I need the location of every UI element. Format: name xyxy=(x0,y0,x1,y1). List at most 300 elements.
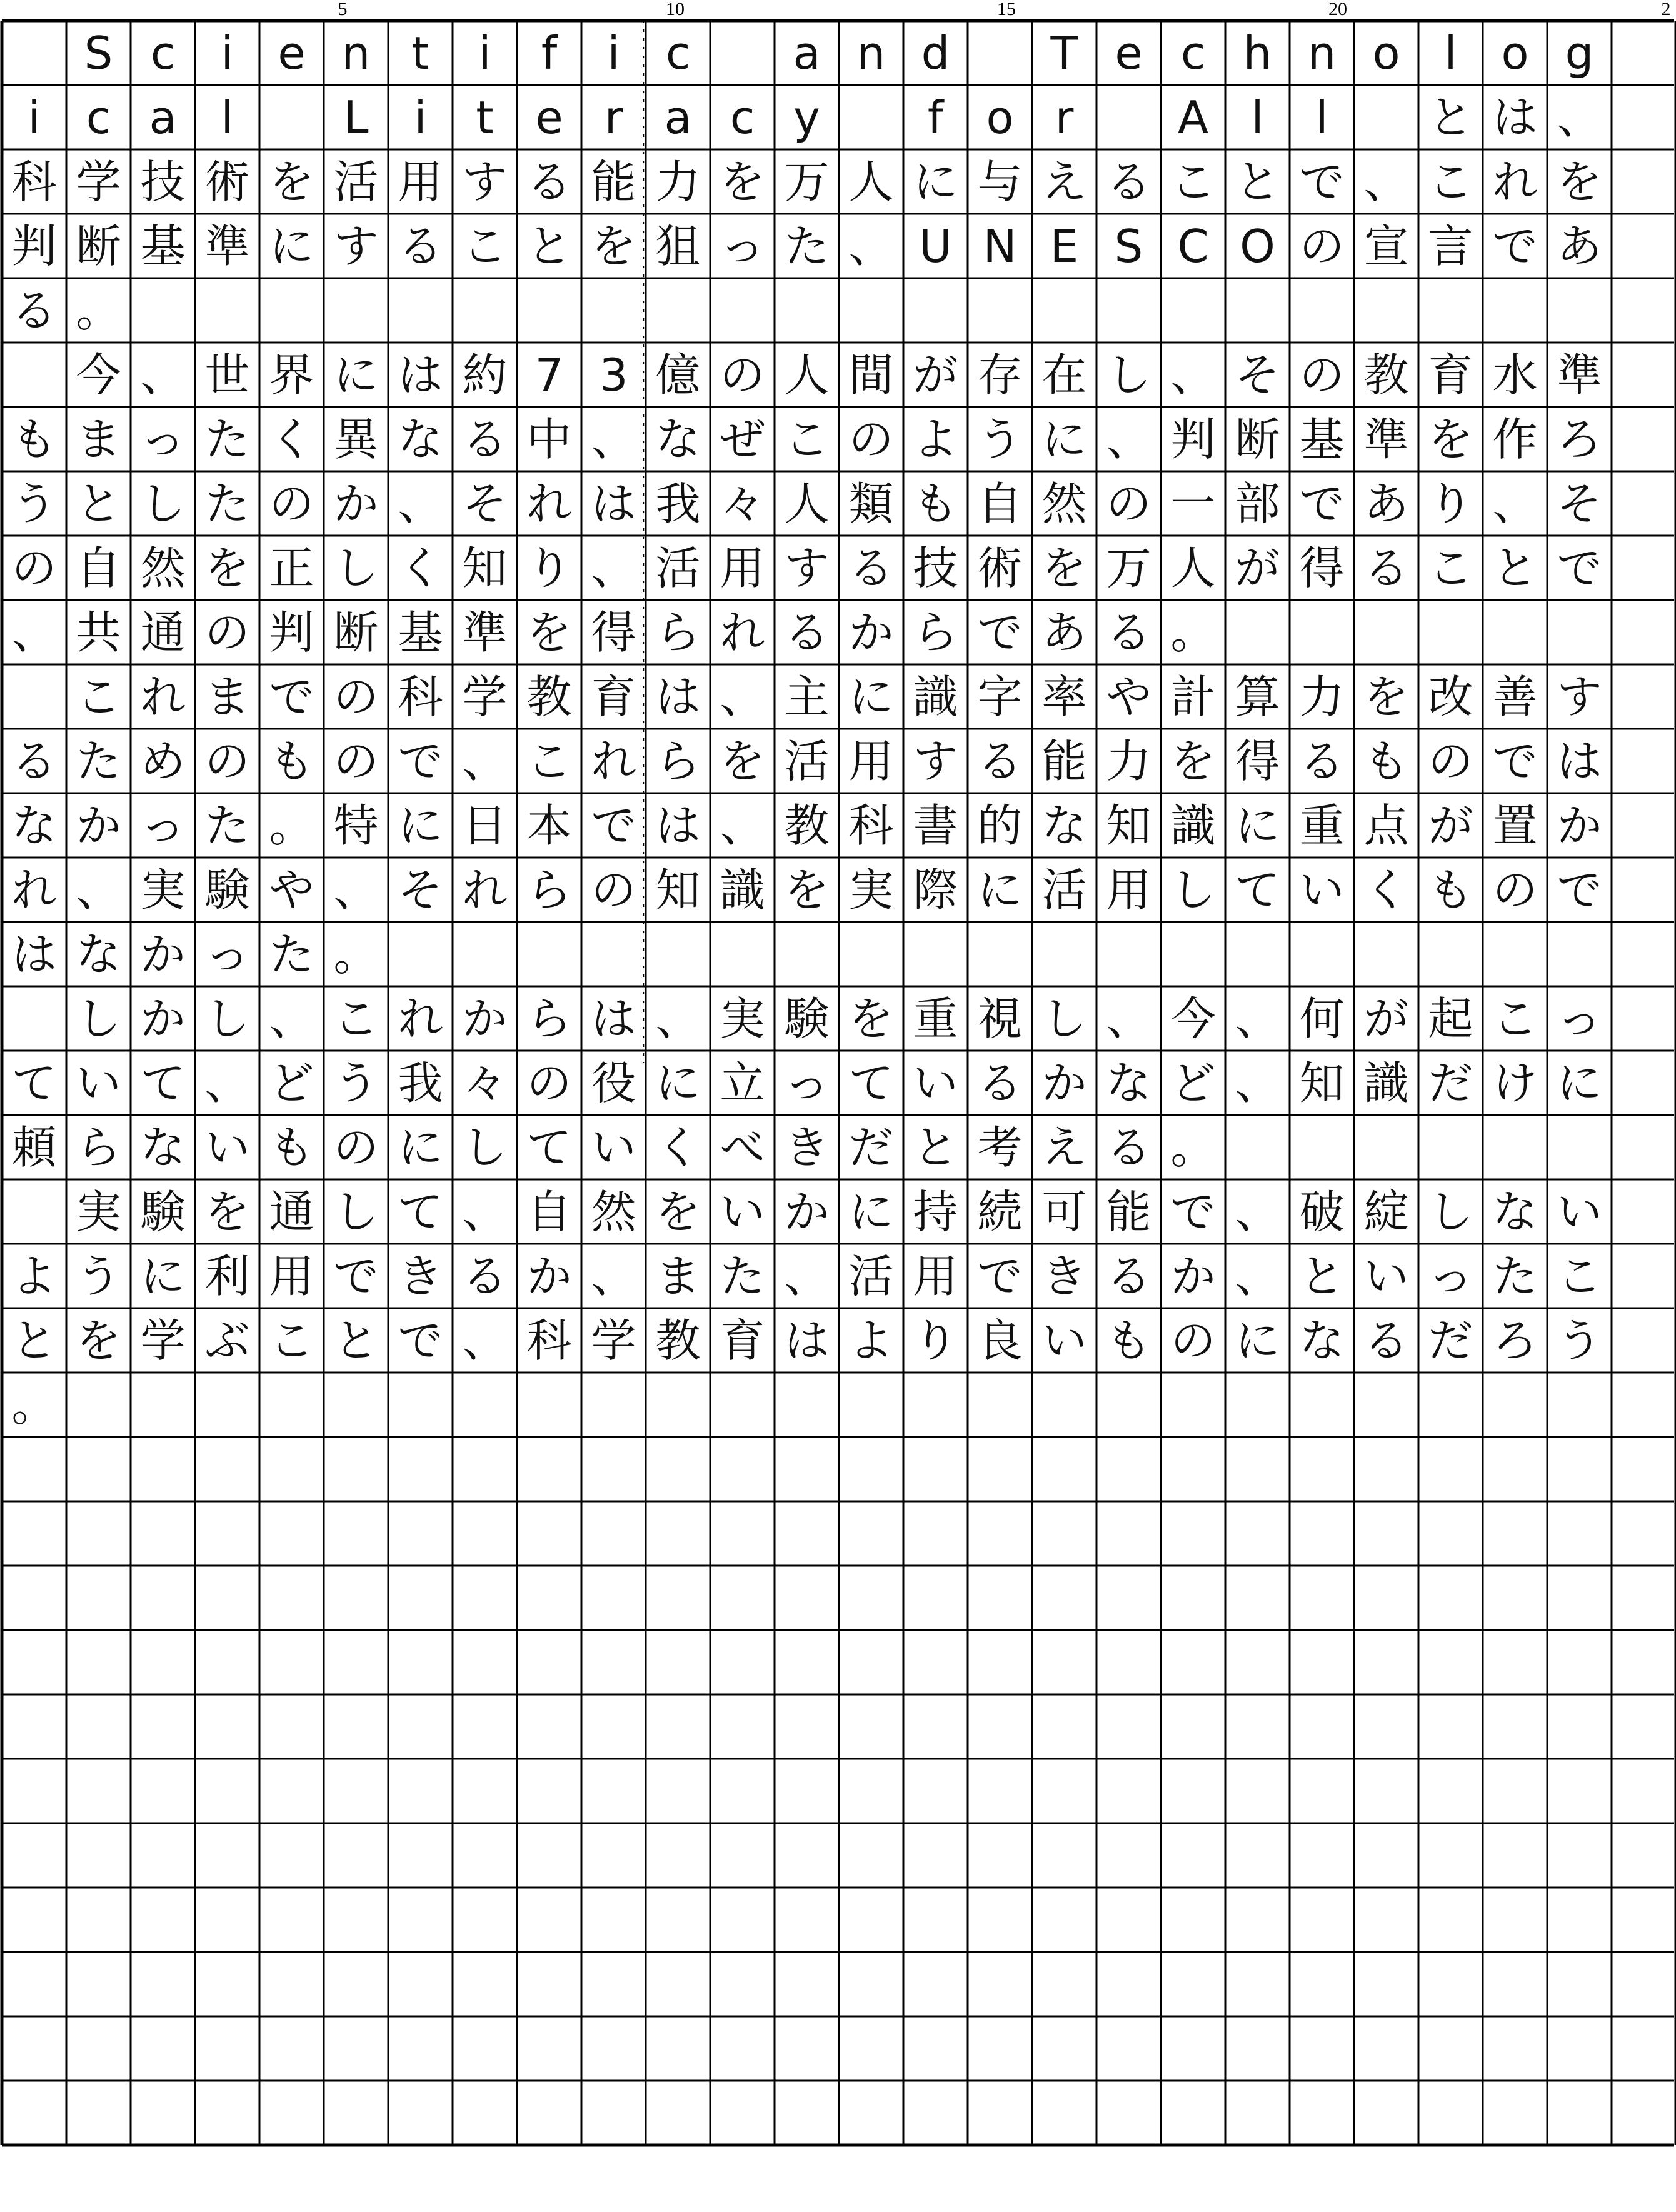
manuscript-cell: 的 xyxy=(977,799,1023,852)
manuscript-cell: ろ xyxy=(1557,413,1602,466)
manuscript-cell: の xyxy=(848,413,894,466)
manuscript-cell: 、 xyxy=(591,541,636,594)
manuscript-cell: ど xyxy=(269,1056,314,1109)
manuscript-cell: g xyxy=(1565,26,1594,79)
manuscript-cell: か xyxy=(333,477,379,530)
manuscript-cell: く xyxy=(269,413,314,466)
manuscript-cell: 科 xyxy=(526,1314,572,1367)
manuscript-cell: る xyxy=(398,219,443,273)
manuscript-cell: の xyxy=(11,541,57,594)
manuscript-cell: し xyxy=(1106,348,1152,401)
manuscript-cell: を xyxy=(204,1185,250,1238)
manuscript-row xyxy=(2,149,1612,214)
manuscript-cell: 実 xyxy=(848,863,894,916)
manuscript-row xyxy=(2,1179,1612,1244)
manuscript-cell xyxy=(2,21,66,85)
manuscript-cell: は xyxy=(591,477,636,530)
manuscript-cell: い xyxy=(1557,1185,1602,1238)
manuscript-cell: 識 xyxy=(1170,799,1216,852)
manuscript-cell: る xyxy=(1363,541,1409,594)
manuscript-cell: 言 xyxy=(1428,219,1473,273)
manuscript-cell: l xyxy=(1315,91,1328,144)
manuscript-cell: 判 xyxy=(1170,413,1216,466)
manuscript-cell: 実 xyxy=(76,1185,121,1238)
manuscript-cell: な xyxy=(140,1121,186,1174)
manuscript-cell: 際 xyxy=(913,863,958,916)
manuscript-row xyxy=(2,407,1612,471)
manuscript-cell: 我 xyxy=(398,1056,443,1109)
manuscript-cell: 考 xyxy=(977,1121,1023,1174)
manuscript-cell: る xyxy=(1106,606,1152,659)
manuscript-cell: ら xyxy=(655,606,701,659)
manuscript-cell: 我 xyxy=(655,477,701,530)
manuscript-cell: 判 xyxy=(269,606,314,659)
manuscript-cell: 自 xyxy=(977,477,1023,530)
manuscript-row xyxy=(2,1051,1612,1115)
manuscript-cell: で xyxy=(977,606,1023,659)
manuscript-cell: 主 xyxy=(784,670,830,723)
manuscript-cell: で xyxy=(1557,863,1602,916)
manuscript-cell: た xyxy=(204,413,250,466)
manuscript-cell: 正 xyxy=(269,541,314,594)
manuscript-cell: c xyxy=(665,26,691,79)
manuscript-cell: 重 xyxy=(1299,799,1345,852)
manuscript-cell: こ xyxy=(333,992,379,1045)
manuscript-cell: に xyxy=(1235,1314,1280,1367)
manuscript-cell: で xyxy=(398,734,443,788)
manuscript-cell: 学 xyxy=(76,155,121,208)
manuscript-cell: 術 xyxy=(977,541,1023,594)
manuscript-cell: っ xyxy=(1557,992,1602,1045)
manuscript-cell: 、 xyxy=(1170,348,1216,401)
manuscript-cell: o xyxy=(986,91,1014,144)
manuscript-cell: 綻 xyxy=(1363,1185,1409,1238)
manuscript-cell: 万 xyxy=(1106,541,1152,594)
column-number-15: 15 xyxy=(997,0,1016,19)
manuscript-cell xyxy=(1096,85,1161,149)
manuscript-cell: は xyxy=(655,670,701,723)
manuscript-cell: と xyxy=(11,1314,57,1367)
manuscript-cell: る xyxy=(1106,1121,1152,1174)
manuscript-cell: は xyxy=(1492,91,1538,144)
manuscript-cell: 知 xyxy=(1299,1056,1345,1109)
manuscript-cell: に xyxy=(398,1121,443,1174)
manuscript-cell: を xyxy=(1428,413,1473,466)
manuscript-cell: な xyxy=(76,928,121,981)
manuscript-cell: 用 xyxy=(720,541,765,594)
manuscript-cell: な xyxy=(1492,1185,1538,1238)
manuscript-cell: で xyxy=(1557,541,1602,594)
manuscript-cell: 学 xyxy=(591,1314,636,1367)
manuscript-cell: め xyxy=(140,734,186,788)
manuscript-cell: を xyxy=(591,219,636,273)
manuscript-cell: ど xyxy=(1170,1056,1216,1109)
manuscript-cell: て xyxy=(1235,863,1280,916)
manuscript-cell: 、 xyxy=(848,219,894,273)
manuscript-cell: i xyxy=(28,91,41,144)
manuscript-cell xyxy=(2,1179,66,1244)
manuscript-cell: れ xyxy=(462,863,508,916)
manuscript-cell: の xyxy=(204,734,250,788)
manuscript-cell: 、 xyxy=(462,1314,508,1367)
manuscript-cell: あ xyxy=(1363,477,1409,530)
manuscript-cell: そ xyxy=(462,477,508,530)
manuscript-cell: を xyxy=(1170,734,1216,788)
manuscript-cell: 一 xyxy=(1170,477,1216,530)
manuscript-cell: 活 xyxy=(1041,863,1087,916)
manuscript-cell: 、 xyxy=(591,1249,636,1303)
manuscript-row xyxy=(2,729,1612,793)
manuscript-cell: っ xyxy=(720,219,765,273)
manuscript-cell: 自 xyxy=(526,1185,572,1238)
manuscript-cell: 知 xyxy=(655,863,701,916)
manuscript-cell: 育 xyxy=(591,670,636,723)
manuscript-row xyxy=(2,922,388,986)
manuscript-cell: の xyxy=(333,670,379,723)
manuscript-cell: い xyxy=(204,1121,250,1174)
manuscript-cell: 育 xyxy=(1428,348,1473,401)
manuscript-cell: 活 xyxy=(333,155,379,208)
manuscript-cell: え xyxy=(1041,155,1087,208)
manuscript-cell: 、 xyxy=(1557,91,1602,144)
manuscript-cell: う xyxy=(1557,1314,1602,1367)
manuscript-cell: 得 xyxy=(591,606,636,659)
manuscript-cell: き xyxy=(784,1121,830,1174)
manuscript-cell: S xyxy=(1114,219,1143,273)
manuscript-cell: こ xyxy=(462,219,508,273)
manuscript-cell: 力 xyxy=(1299,670,1345,723)
manuscript-cell: 教 xyxy=(784,799,830,852)
manuscript-cell: 活 xyxy=(655,541,701,594)
manuscript-cell: を xyxy=(655,1185,701,1238)
manuscript-cell: y xyxy=(793,91,820,144)
manuscript-cell: う xyxy=(76,1249,121,1303)
manuscript-cell: で xyxy=(1492,734,1538,788)
manuscript-cell: ぶ xyxy=(204,1314,250,1367)
manuscript-cell: 用 xyxy=(1106,863,1152,916)
manuscript-cell: 中 xyxy=(526,413,572,466)
manuscript-cell: れ xyxy=(720,606,765,659)
manuscript-cell: あ xyxy=(1041,606,1087,659)
manuscript-cell xyxy=(1354,85,1418,149)
manuscript-cell: C xyxy=(1177,219,1209,273)
manuscript-cell: る xyxy=(1106,155,1152,208)
manuscript-cell: は xyxy=(591,992,636,1045)
manuscript-cell: も xyxy=(11,413,57,466)
manuscript-cell: よ xyxy=(913,413,958,466)
manuscript-cell: 類 xyxy=(848,477,894,530)
manuscript-cell: い xyxy=(1363,1249,1409,1303)
manuscript-cell: 書 xyxy=(913,799,958,852)
manuscript-cell: 率 xyxy=(1041,670,1087,723)
manuscript-cell: か xyxy=(1557,799,1602,852)
column-number-5: 5 xyxy=(338,0,348,19)
manuscript-cell: る xyxy=(11,734,57,788)
manuscript-cell: 。 xyxy=(269,799,314,852)
manuscript-row xyxy=(2,214,1612,278)
manuscript-cell: 、 xyxy=(1363,155,1409,208)
manuscript-cell: と xyxy=(526,219,572,273)
manuscript-cell: 判 xyxy=(11,219,57,273)
manuscript-cell: る xyxy=(848,541,894,594)
manuscript-cell: 、 xyxy=(1106,992,1152,1045)
manuscript-cell: a xyxy=(793,26,821,79)
manuscript-cell: か xyxy=(784,1185,830,1238)
manuscript-cell: る xyxy=(526,155,572,208)
manuscript-cell: い xyxy=(720,1185,765,1238)
manuscript-cell: 断 xyxy=(333,606,379,659)
manuscript-cell: ま xyxy=(76,413,121,466)
manuscript-cell: か xyxy=(462,992,508,1045)
manuscript-cell: i xyxy=(414,91,427,144)
manuscript-cell: e xyxy=(278,26,306,79)
manuscript-cell: 実 xyxy=(140,863,186,916)
manuscript-cell: た xyxy=(720,1249,765,1303)
manuscript-cell: も xyxy=(1428,863,1473,916)
manuscript-cell: に xyxy=(1557,1056,1602,1109)
manuscript-cell: 断 xyxy=(76,219,121,273)
manuscript-cell: 、 xyxy=(398,477,443,530)
manuscript-cell: e xyxy=(535,91,563,144)
manuscript-row xyxy=(2,85,1612,149)
manuscript-cell: で xyxy=(1299,155,1345,208)
manuscript-cell: 断 xyxy=(1235,413,1280,466)
manuscript-cell: し xyxy=(1041,992,1087,1045)
manuscript-row xyxy=(2,664,1612,729)
manuscript-cell: o xyxy=(1501,26,1529,79)
manuscript-cell: 。 xyxy=(333,928,379,981)
manuscript-cell: に xyxy=(333,348,379,401)
manuscript-cell: l xyxy=(1251,91,1264,144)
manuscript-cell: 億 xyxy=(655,348,701,401)
manuscript-cell: く xyxy=(1363,863,1409,916)
manuscript-cell: 善 xyxy=(1492,670,1538,723)
manuscript-cell: る xyxy=(977,1056,1023,1109)
manuscript-cell: を xyxy=(526,606,572,659)
column-number-20: 20 xyxy=(1328,0,1347,19)
manuscript-cell: n xyxy=(341,26,371,79)
manuscript-cell: を xyxy=(720,734,765,788)
manuscript-row xyxy=(2,21,1612,85)
manuscript-cell: こ xyxy=(1428,541,1473,594)
manuscript-cell: だ xyxy=(848,1121,894,1174)
manuscript-cell: 基 xyxy=(398,606,443,659)
manuscript-cell: ろ xyxy=(1492,1314,1538,1367)
manuscript-cell: 、 xyxy=(1492,477,1538,530)
manuscript-cell: よ xyxy=(848,1314,894,1367)
manuscript-cell: 、 xyxy=(1106,413,1152,466)
manuscript-cell: O xyxy=(1240,219,1275,273)
manuscript-cell: 教 xyxy=(1363,348,1409,401)
manuscript-cell: か xyxy=(1041,1056,1087,1109)
manuscript-cell: c xyxy=(730,91,755,144)
manuscript-cell: 起 xyxy=(1428,992,1473,1045)
manuscript-cell: 何 xyxy=(1299,992,1345,1045)
manuscript-cell: の xyxy=(720,348,765,401)
manuscript-cell: す xyxy=(1557,670,1602,723)
manuscript-cell: 得 xyxy=(1235,734,1280,788)
manuscript-cell: 技 xyxy=(913,541,958,594)
manuscript-cell: 識 xyxy=(913,670,958,723)
manuscript-cell: 立 xyxy=(720,1056,765,1109)
manuscript-cell: で xyxy=(1299,477,1345,530)
manuscript-cell: ら xyxy=(526,992,572,1045)
manuscript-cell: i xyxy=(607,26,620,79)
manuscript-cell: 々 xyxy=(462,1056,508,1109)
manuscript-cell: 狙 xyxy=(655,219,701,273)
manuscript-cell: t xyxy=(411,26,429,79)
manuscript-cell: 用 xyxy=(269,1249,314,1303)
manuscript-cell: 共 xyxy=(76,606,121,659)
manuscript-cell: E xyxy=(1050,219,1079,273)
manuscript-cell: そ xyxy=(1235,348,1280,401)
manuscript-cell: の xyxy=(1299,219,1345,273)
manuscript-cell: と xyxy=(1428,91,1473,144)
manuscript-cell: 用 xyxy=(398,155,443,208)
manuscript-cell: 、 xyxy=(11,606,57,659)
manuscript-cell: 然 xyxy=(140,541,186,594)
manuscript-cell: S xyxy=(84,26,113,79)
manuscript-cell: し xyxy=(462,1121,508,1174)
manuscript-cell: し xyxy=(204,992,250,1045)
manuscript-cell: 点 xyxy=(1363,799,1409,852)
manuscript-cell: を xyxy=(1557,155,1602,208)
manuscript-cell: 与 xyxy=(977,155,1023,208)
manuscript-cell: こ xyxy=(1428,155,1473,208)
manuscript-cell: て xyxy=(11,1056,57,1109)
manuscript-cell: 人 xyxy=(784,348,830,401)
manuscript-cell: い xyxy=(1299,863,1345,916)
manuscript-cell: で xyxy=(1170,1185,1216,1238)
manuscript-cell: が xyxy=(1428,799,1473,852)
manuscript-cell: と xyxy=(76,477,121,530)
manuscript-cell: を xyxy=(76,1314,121,1367)
manuscript-cell: よ xyxy=(11,1249,57,1303)
manuscript-cell: し xyxy=(1170,863,1216,916)
manuscript-cell: 役 xyxy=(591,1056,636,1109)
manuscript-cell: る xyxy=(1299,734,1345,788)
manuscript-cell: T xyxy=(1050,26,1078,79)
column-number-25: 2 xyxy=(1661,0,1671,19)
manuscript-cell: か xyxy=(1170,1249,1216,1303)
manuscript-cell: す xyxy=(333,219,379,273)
manuscript-cell: に xyxy=(977,863,1023,916)
manuscript-cell: 自 xyxy=(76,541,121,594)
manuscript-cell: の xyxy=(204,606,250,659)
manuscript-cell: 、 xyxy=(784,1249,830,1303)
manuscript-cell xyxy=(259,85,324,149)
manuscript-row xyxy=(2,1115,1225,1179)
manuscript-cell: ら xyxy=(76,1121,121,1174)
manuscript-cell: て xyxy=(398,1185,443,1238)
manuscript-cell: た xyxy=(76,734,121,788)
manuscript-cell: 科 xyxy=(398,670,443,723)
manuscript-cell: っ xyxy=(204,928,250,981)
manuscript-cell: 科 xyxy=(11,155,57,208)
manuscript-cell: し xyxy=(333,541,379,594)
manuscript-cell: に xyxy=(655,1056,701,1109)
manuscript-cell: と xyxy=(1299,1249,1345,1303)
manuscript-cell: l xyxy=(1444,26,1457,79)
manuscript-row xyxy=(2,1373,66,1437)
manuscript-cell: 置 xyxy=(1492,799,1538,852)
manuscript-cell: 日 xyxy=(462,799,508,852)
manuscript-cell: も xyxy=(1106,1314,1152,1367)
manuscript-cell: の xyxy=(526,1056,572,1109)
manuscript-cell: 得 xyxy=(1299,541,1345,594)
manuscript-cell: で xyxy=(398,1314,443,1367)
manuscript-cell: に xyxy=(1041,413,1087,466)
manuscript-cell: だ xyxy=(1428,1056,1473,1109)
manuscript-cell: あ xyxy=(1557,219,1602,273)
manuscript-cell: ら xyxy=(655,734,701,788)
manuscript-cell: 通 xyxy=(140,606,186,659)
manuscript-cell: 基 xyxy=(1299,413,1345,466)
manuscript-cell: る xyxy=(977,734,1023,788)
manuscript-cell: こ xyxy=(526,734,572,788)
manuscript-cell: d xyxy=(921,26,950,79)
manuscript-cell: の xyxy=(591,863,636,916)
manuscript-cell: し xyxy=(1428,1185,1473,1238)
manuscript-cell: a xyxy=(149,91,177,144)
manuscript-cell: 然 xyxy=(591,1185,636,1238)
manuscript-cell xyxy=(2,664,66,729)
manuscript-cell: に xyxy=(913,155,958,208)
manuscript-cell: を xyxy=(204,541,250,594)
manuscript-cell: も xyxy=(269,734,314,788)
manuscript-row xyxy=(2,471,1612,536)
manuscript-row xyxy=(2,1244,1612,1308)
manuscript-cell: 力 xyxy=(1106,734,1152,788)
manuscript-cell: を xyxy=(1041,541,1087,594)
manuscript-cell: う xyxy=(11,477,57,530)
manuscript-cell: の xyxy=(1299,348,1345,401)
manuscript-cell: こ xyxy=(1492,992,1538,1045)
manuscript-cell: も xyxy=(913,477,958,530)
manuscript-cell: い xyxy=(913,1056,958,1109)
manuscript-cell: た xyxy=(269,928,314,981)
manuscript-cell: 能 xyxy=(591,155,636,208)
manuscript-cell: 、 xyxy=(462,734,508,788)
manuscript-cell: 。 xyxy=(11,1378,57,1431)
manuscript-cell: れ xyxy=(398,992,443,1045)
manuscript-cell: が xyxy=(913,348,958,401)
manuscript-cell: や xyxy=(269,863,314,916)
manuscript-cell: 識 xyxy=(720,863,765,916)
manuscript-cell: な xyxy=(11,799,57,852)
manuscript-cell: 部 xyxy=(1235,477,1280,530)
manuscript-cell: 技 xyxy=(140,155,186,208)
manuscript-cell: r xyxy=(604,91,623,144)
manuscript-cell: 通 xyxy=(269,1185,314,1238)
manuscript-cell: 、 xyxy=(1235,1185,1280,1238)
manuscript-cell: の xyxy=(1428,734,1473,788)
manuscript-cell: 用 xyxy=(913,1249,958,1303)
manuscript-cell: で xyxy=(269,670,314,723)
manuscript-cell: こ xyxy=(784,413,830,466)
manuscript-cell: り xyxy=(913,1314,958,1367)
manuscript-cell: な xyxy=(398,413,443,466)
manuscript-cell: る xyxy=(1363,1314,1409,1367)
manuscript-cell: 活 xyxy=(784,734,830,788)
manuscript-cell: 科 xyxy=(848,799,894,852)
manuscript-cell: c xyxy=(1180,26,1206,79)
manuscript-cell: o xyxy=(1372,26,1400,79)
manuscript-cell: 、 xyxy=(655,992,701,1045)
manuscript-cell: た xyxy=(784,219,830,273)
manuscript-cell: n xyxy=(856,26,886,79)
manuscript-cell: の xyxy=(1170,1314,1216,1367)
